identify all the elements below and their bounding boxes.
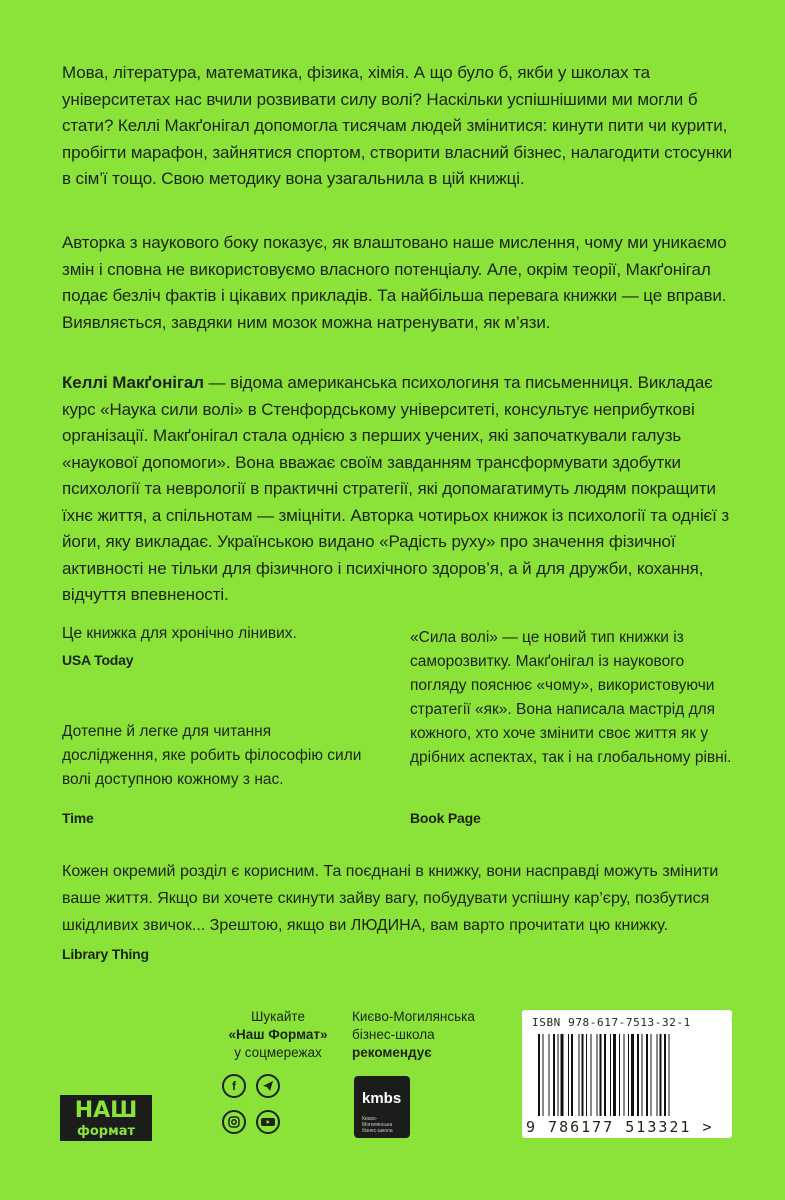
quote-usa-today: Це книжка для хронічно лінивих.: [62, 625, 297, 642]
socials-promo-line2: «Наш Формат»: [228, 1027, 328, 1042]
quote-source-time: Time: [62, 810, 94, 826]
facebook-icon[interactable]: f: [222, 1074, 246, 1098]
kmbs-promo-line2: бізнес-школа: [352, 1027, 435, 1042]
telegram-icon[interactable]: [256, 1074, 280, 1098]
kmbs-promo-line1: Києво-Могилянська: [352, 1009, 475, 1024]
instagram-icon[interactable]: [222, 1110, 246, 1134]
socials-promo-line1: Шукайте: [251, 1009, 305, 1024]
kmbs-promo-line3: рекомендує: [352, 1045, 432, 1060]
kmbs-logo: [354, 1076, 410, 1138]
quote-library-thing: Кожен окремий розділ є корисним. Та поєднані в книжку, вони насправді можуть змінити ваше життя. Якщо ви хочете скинути зайву вагу, побудувати успішну кар’єру, позбутися шкідливих звичок... Зрештою, якщо ви ЛЮДИНА, вам варто прочитати цю книжку.: [62, 863, 719, 934]
about-book-paragraph: Авторка з наукового боку показує, як влаштовано наше мислення, чому ми уникаємо змін і сповна не використовуємо власного потенціалу. Але, окрім теорії, Макґонігал подає безліч фактів і цікавих прикладів. Та найбільша перевага книжки — це вправи. Виявляється, завдяки ним мозок можна натренувати, як м’язи.: [62, 233, 727, 332]
youtube-icon[interactable]: [256, 1110, 280, 1134]
barcode-digits: 9 786177 513321 >: [526, 1118, 714, 1136]
svg-text:НАШ: НАШ: [74, 1098, 138, 1123]
kmbs-logo-subtext: Києво-Могилянська бізнес-школа: [362, 1116, 393, 1134]
about-author-paragraph: [62, 370, 742, 609]
quote-time: Дотепне й легке для читання дослідження, яке робить філософію сили волі доступною кожному з нас.: [62, 723, 362, 788]
author-bio: — відома американська психологиня та письменниця. Викладає курс «Наука сили волі» в Стенфордському університеті, консультує неприбуткові організації. Макґонігал стала однією з перших учених, які започаткували галузь «наукової допомоги». Вона вважає своїм завданням трансформувати здобутки психології та неврології в практичні стратегії, які допомагатимуть людям покращити їхнє життя, а спільнотам — зміцніти. Авторка чотирьох книжок із психології та однієї з йоги, яку викладає. Українською видано «Радість руху» про значення фізичної активності не тільки для фізичного і психічного здоров’я, а й для дружби, кохання, відчуття впевненості.: [62, 373, 730, 604]
nash-format-logo: [60, 1095, 152, 1141]
author-name: Келлі Макґонігал: [62, 373, 204, 392]
quote-source-book-page: Book Page: [410, 810, 481, 826]
isbn-number: ISBN 978-617-7513-32-1: [532, 1016, 691, 1029]
intro-paragraph: Мова, література, математика, фізика, хімія. А що було б, якби у школах та університетах нас вчили розвивати силу волі? Наскільки успішнішими ми могли б стати? Келлі Макґонігал допомогла тисячам людей змінитися: кинути пити чи курити, пробігти марафон, зайнятися спортом, створити власний бізнес, налагодити стосунки в сім’ї тощо. Свою методику вона узагальнила в цій книжці.: [62, 63, 733, 188]
quote-source-library-thing: Library Thing: [62, 946, 149, 962]
kmbs-logo-text: kmbs: [362, 1090, 402, 1107]
barcode-bars: [538, 1034, 718, 1116]
quote-book-page: «Сила волі» — це новий тип книжки із саморозвитку. Макґонігал із наукового погляду пояснює «чому», використовуючи стратегії «як». Вона написала мастрід для кожного, хто хоче змінити своє життя як у дрібних аспектах, так і на глобальному рівні.: [410, 629, 732, 766]
quote-source-usa-today: USA Today: [62, 652, 134, 668]
socials-promo: [218, 1008, 338, 1062]
socials-promo-line3: у соцмережах: [234, 1045, 322, 1060]
svg-text:формат: формат: [76, 1124, 136, 1139]
kmbs-promo: [352, 1008, 502, 1062]
isbn-barcode: [522, 1010, 732, 1138]
